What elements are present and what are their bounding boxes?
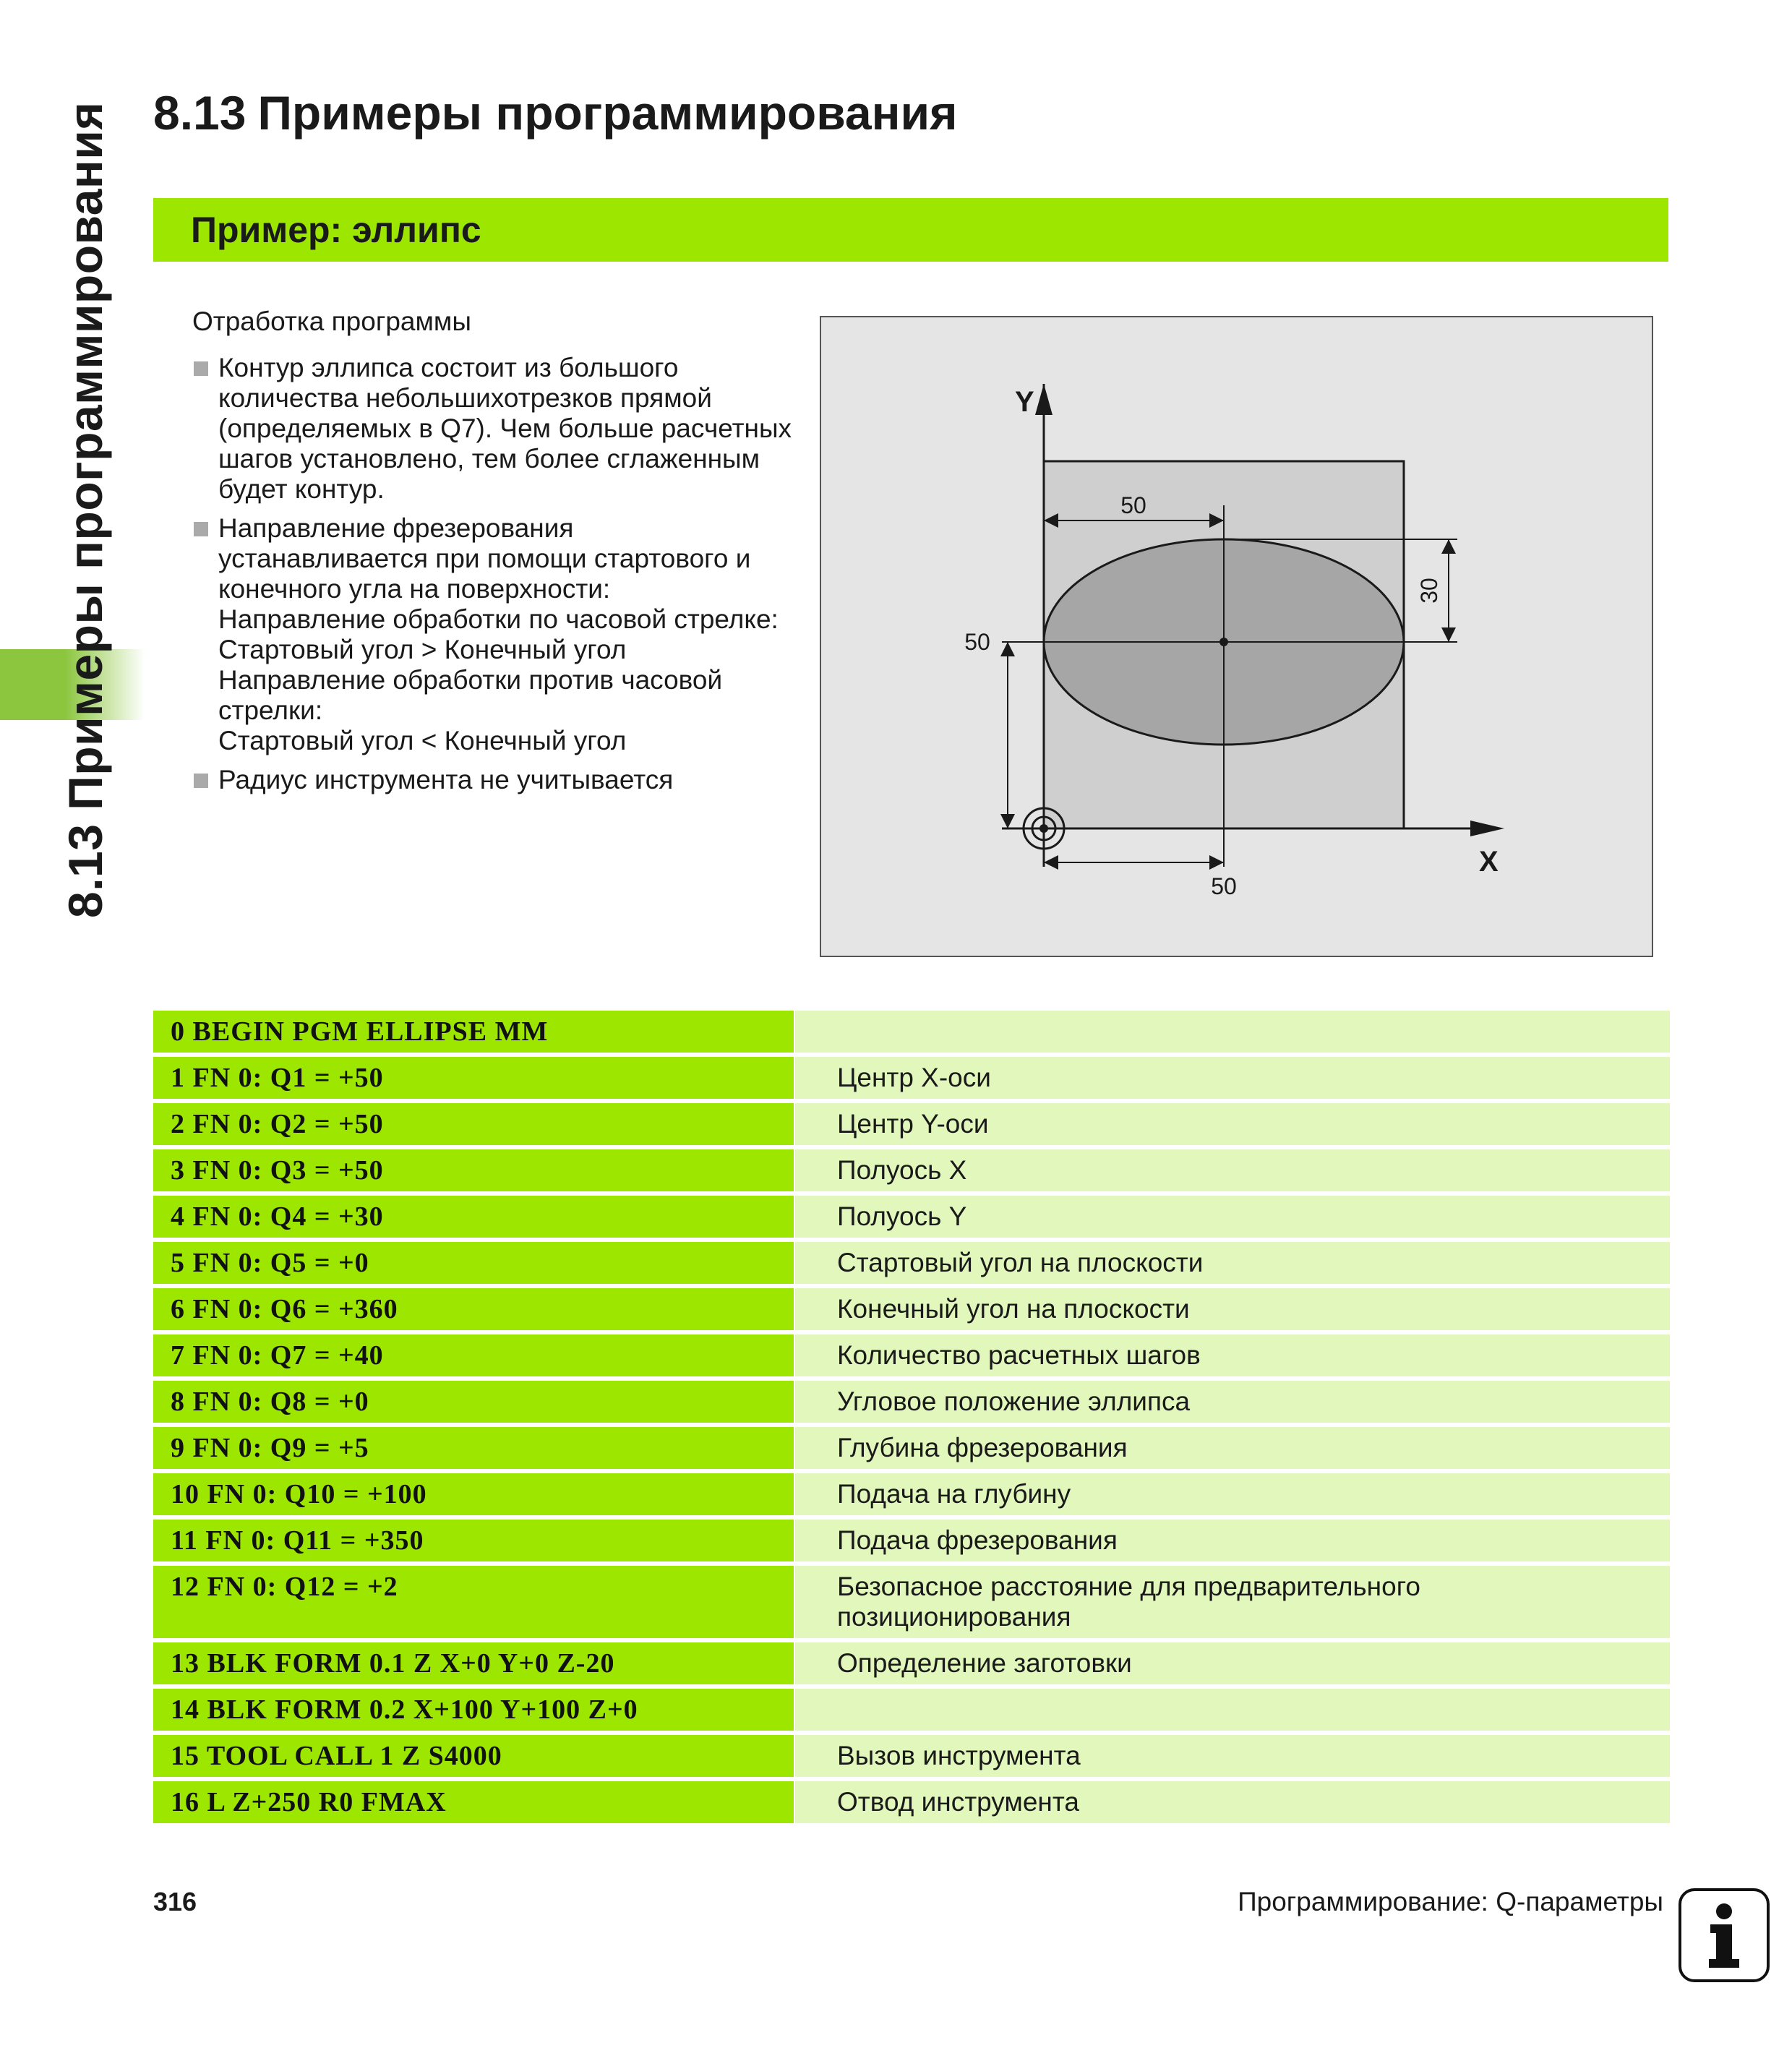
program-row [153,1473,1670,1515]
program-comment [795,1196,1670,1238]
program-code: 9 FN 0: Q9 = +5 [153,1427,794,1469]
page-title [153,85,958,140]
x-axis-arrowhead [1470,821,1504,836]
program-comment [795,1057,1670,1099]
side-chapter-title: 8.13 Примеры программирования [59,101,112,918]
program-comment [795,1288,1670,1330]
bullet-line: Стартовый угол > Конечный угол [218,635,627,664]
program-row [153,1689,1670,1731]
nc-program-table [153,1011,1670,1828]
info-icon[interactable] [1679,1888,1770,1982]
bullet-line: Стартовый угол < Конечный угол [218,726,627,755]
program-code: 11 FN 0: Q11 = +350 [153,1520,794,1561]
program-code: 16 L Z+250 R0 FMAX [153,1781,794,1823]
bullet-line: Направление обработки по часовой стрелке: [218,604,779,634]
intro-bullets [192,353,807,795]
bullet-line: будет контур. [218,474,385,504]
comment-line: Конечный угол на плоскости [837,1294,1190,1324]
dim-bottom-label: 50 [1211,873,1237,899]
bullet-line: устанавливается при помощи стартового и [218,544,751,573]
dim-left-label: 50 [964,629,990,655]
program-row [153,1057,1670,1099]
program-comment [795,1149,1670,1191]
dim-right-label: 30 [1416,578,1442,604]
program-comment [795,1011,1670,1053]
program-comment [795,1381,1670,1423]
bullet-square-icon [194,774,208,788]
comment-line: Подача на глубину [837,1479,1071,1509]
y-axis-arrowhead [1035,384,1053,415]
comment-line: Подача фрезерования [837,1525,1118,1555]
program-comment [795,1781,1670,1823]
program-code: 3 FN 0: Q3 = +50 [153,1149,794,1191]
program-row [153,1011,1670,1053]
program-row [153,1381,1670,1423]
program-row [153,1520,1670,1561]
page-number: 316 [153,1887,197,1916]
intro-lead: Отработка программы [192,307,471,336]
program-row [153,1427,1670,1469]
bullet-line: шагов установлено, тем более сглаженным [218,444,760,474]
program-comment [795,1427,1670,1469]
program-row [153,1196,1670,1238]
comment-line: Вызов инструмента [837,1741,1081,1770]
program-comment [795,1566,1670,1638]
program-code: 2 FN 0: Q2 = +50 [153,1103,794,1145]
bullet-item [192,765,807,795]
bullet-line: количества небольшихотрезков прямой [218,383,712,413]
program-code: 15 TOOL CALL 1 Z S4000 [153,1735,794,1777]
x-axis-label: X [1479,846,1499,878]
bullet-line: конечного угла на поверхности: [218,574,611,604]
footer-chapter-title: Программирование: Q-параметры [1238,1887,1663,1916]
program-code: 5 FN 0: Q5 = +0 [153,1242,794,1284]
comment-line: Центр X-оси [837,1063,991,1092]
comment-line: Центр Y-оси [837,1109,989,1139]
comment-line: Полуось Y [837,1201,967,1231]
example-header-bar [153,198,1668,262]
bullet-item [192,353,807,505]
ellipse-drawing [820,316,1653,957]
dim-top-label: 50 [1120,492,1146,518]
program-code: 0 BEGIN PGM ELLIPSE MM [153,1011,794,1053]
comment-line: Количество расчетных шагов [837,1340,1201,1370]
y-axis-label: Y [1015,386,1034,418]
bullet-item [192,513,807,756]
intro-text [192,307,807,804]
section-number: 8.13 [153,86,246,140]
program-comment [795,1103,1670,1145]
program-code: 4 FN 0: Q4 = +30 [153,1196,794,1238]
datum-center-dot [1039,824,1048,833]
program-comment [795,1520,1670,1561]
program-row [153,1149,1670,1191]
info-glyph [1681,1891,1767,1979]
bullet-line: Направление фрезерования [218,513,574,543]
program-code: 14 BLK FORM 0.2 X+100 Y+100 Z+0 [153,1689,794,1731]
program-row [153,1103,1670,1145]
bullet-line: Направление обработки против часовой [218,665,723,695]
program-code: 12 FN 0: Q12 = +2 [153,1566,794,1638]
program-row [153,1642,1670,1684]
program-comment [795,1473,1670,1515]
comment-line: Определение заготовки [837,1648,1132,1678]
bullet-line: (определяемых в Q7). Чем больше расчетных [218,414,792,443]
drawing-canvas [821,317,1655,959]
section-title: Примеры программирования [257,86,958,140]
comment-line: Безопасное расстояние для предварительного [837,1572,1420,1601]
program-row [153,1566,1670,1638]
comment-line: Угловое положение эллипса [837,1387,1191,1416]
program-row [153,1334,1670,1376]
program-code: 7 FN 0: Q7 = +40 [153,1334,794,1376]
program-code: 10 FN 0: Q10 = +100 [153,1473,794,1515]
program-code: 6 FN 0: Q6 = +360 [153,1288,794,1330]
program-comment [795,1334,1670,1376]
program-row [153,1288,1670,1330]
comment-line: Отвод инструмента [837,1787,1079,1817]
program-row [153,1735,1670,1777]
program-comment [795,1735,1670,1777]
program-code: 13 BLK FORM 0.1 Z X+0 Y+0 Z-20 [153,1642,794,1684]
bullet-line: Контур эллипса состоит из большого [218,353,679,382]
program-code: 1 FN 0: Q1 = +50 [153,1057,794,1099]
program-comment [795,1642,1670,1684]
program-row [153,1242,1670,1284]
comment-line: Полуось X [837,1155,967,1185]
bullet-line: стрелки: [218,695,323,725]
bullet-line: Радиус инструмента не учитывается [218,765,674,794]
comment-line: Глубина фрезерования [837,1433,1128,1462]
ellipse-center-point [1219,638,1228,646]
program-comment [795,1242,1670,1284]
bullet-square-icon [194,522,208,536]
comment-line: позиционирования [837,1602,1071,1632]
program-code: 8 FN 0: Q8 = +0 [153,1381,794,1423]
comment-line: Стартовый угол на плоскости [837,1248,1204,1277]
example-title: Пример: эллипс [191,210,481,250]
bullet-square-icon [194,361,208,376]
program-row [153,1781,1670,1823]
program-comment [795,1689,1670,1731]
